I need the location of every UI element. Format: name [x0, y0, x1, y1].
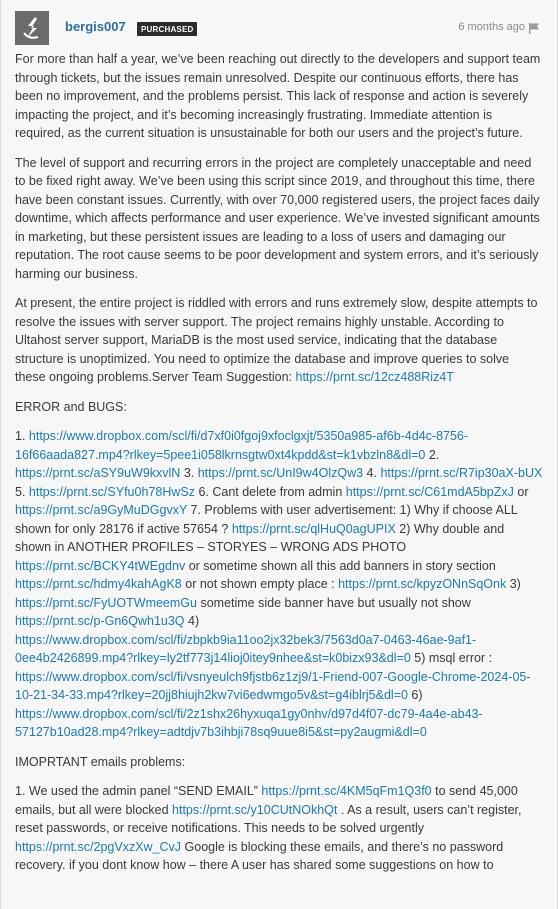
post-link[interactable]: https://prnt.sc/12cz488Riz4T	[295, 370, 454, 384]
post-link[interactable]: https://prnt.sc/qlHuQ0agUPIX	[231, 521, 396, 536]
flag-icon[interactable]	[528, 21, 540, 33]
post-text: The level of support and recurring errors in the project are completely unacceptable and need to be fixed right away. We’ve been using this script since 2019, and throughout this time, there have been constant issues. Currently, with over 70,000 registered users, the project faces daily downtime, which affects performance and user experience. We’ve invested significant amounts in marketing, but these persistent issues are leading to a loss of users and damaging our reputation. The root cause seems to be poor development and system errors, and it’s seriously harming our business.	[15, 155, 540, 281]
post-link[interactable]: https://prnt.sc/UnI9w4OlzQw3	[197, 466, 364, 480]
post-text: Google is blocking these emails, and there’s no password recovery. if you dont know how – there A user has shared some suggestions on how to	[15, 839, 504, 872]
post-paragraph	[15, 427, 543, 742]
post-text: 3.	[180, 466, 198, 480]
post-paragraph	[15, 753, 543, 772]
post-link[interactable]: https://prnt.sc/C61mdA5bpZxJ	[345, 484, 514, 499]
envato-logo-icon	[15, 11, 49, 45]
post-text: or sometime shown all this add banners in story section	[185, 558, 496, 573]
post-text: ERROR and BUGS:	[15, 399, 127, 414]
post-paragraph	[15, 782, 543, 875]
post-text: 6. Cant delete from admin	[194, 484, 346, 499]
post-link[interactable]: https://www.dropbox.com/scl/fi/vsnyeulch9fjstb6z1zj9/1-Friend-007-Google-Chrome-2024-05-10-21-34-33.mp4?rlkey=20jj8hiujh2kw7vi6edwmgo5v&st=g4iblrj5&dl=0	[15, 669, 531, 702]
purchased-badge: PURCHASED	[137, 22, 197, 36]
post-timestamp: 6 months ago	[458, 21, 525, 33]
post-link[interactable]: https://prnt.sc/4KM5qFm1Q3f0	[261, 784, 432, 798]
post-text: 2) Why double and shown in ANOTHER PROFILES – STORYES – WRONG ADS PHOTO	[15, 521, 505, 554]
post-link[interactable]: https://www.dropbox.com/scl/fi/zbpkb9ia11oo2jx32bek3/7563d0a7-0463-46ae-9af1-0ee4b2426899.mp4?rlkey=ly2tf773j14lioj0itey9nhee&st=k0bizx93&dl=0	[15, 632, 477, 665]
post-link[interactable]: https://prnt.sc/hdmy4kahAgK8	[15, 577, 182, 591]
post-text: IMOPRTANT emails problems:	[15, 754, 186, 769]
post-text: 5.	[15, 484, 29, 499]
post-text: 2.	[425, 447, 440, 462]
post-text: or not shown empty place :	[181, 577, 339, 591]
post-link[interactable]: https://prnt.sc/y10CUtNOkhQt	[172, 802, 338, 817]
avatar[interactable]	[15, 11, 49, 45]
post-link[interactable]: https://prnt.sc/kpyzONnSqOnk	[338, 577, 507, 591]
post-paragraph	[15, 398, 543, 417]
post-paragraph	[15, 50, 543, 143]
post-link[interactable]: https://prnt.sc/SYfu0h78HwSz	[28, 484, 195, 499]
post-text: 1. We used the admin panel “SEND EMAIL”	[15, 784, 262, 798]
post-link[interactable]: https://prnt.sc/2pgVxzXw_CvJ	[15, 839, 182, 854]
post-link[interactable]: https://prnt.sc/aSY9uW9kxvlN	[15, 466, 181, 480]
post-header	[1, 0, 557, 44]
post-paragraph	[15, 154, 543, 284]
post-link[interactable]: https://prnt.sc/p-Gn6Qwh1u3Q	[15, 614, 185, 628]
post-text: For more than half a year, we’ve been reaching out directly to the developers and support team through tickets, but the issues remain unresolved. Despite our continuous efforts, there has been no improvement, and the problems persist. This lack of response and action is severely impacting the project, and it’s becoming increasingly frustrating. Immediate attention is required, as the current situation is unsustainable for both our users and the project’s future.	[15, 52, 541, 140]
post-text: 7. Problems with user advertisement: 1) Why if choose ALL shown for only 28176 if active 57654 ?	[15, 503, 518, 536]
post-text: 1.	[15, 429, 29, 443]
author-username[interactable]: bergis007	[65, 19, 126, 34]
post-text: sometime side banner have but usually not show	[196, 595, 471, 610]
post-body	[15, 50, 543, 886]
post-text: 6)	[407, 688, 423, 702]
post-text: 4.	[363, 466, 381, 480]
post-text: At present, the entire project is riddled with errors and runs extremely slow, despite attempts to resolve the issues with server support. The project remains highly unstable. According to Ultahost server support, MariaDB is the most used service, indicating that the database structure is unoptimized. You need to optimize the database and improve queries to solve these ongoing problems.Server Team Suggestion:	[15, 296, 538, 384]
post-link[interactable]: https://prnt.sc/BCKY4tWEgdnv	[15, 558, 186, 573]
post-text: 3)	[506, 577, 521, 591]
post-text: 4)	[184, 614, 200, 628]
post-text: . As a result, users can’t register, reset passwords, or receive notifications. This needs to be solved urgently	[15, 802, 522, 835]
post-text: to send 45,000 emails, but all were blocked	[15, 784, 518, 817]
post-link[interactable]: https://prnt.sc/a9GyMuDGgvxY	[15, 503, 188, 517]
post-link[interactable]: https://prnt.sc/FyUOTWmeemGu	[15, 595, 197, 610]
post-link[interactable]: https://www.dropbox.com/scl/fi/2z1shx26hyxuqa1gy0nhv/d97d4f07-dc79-4a4e-ab43-57127b10ad28.mp4?rlkey=adtdjv7b3ihbji78sq9uue8i5&st=py2augmi&dl=0	[15, 706, 483, 739]
post-text: 5) msql error :	[410, 651, 493, 665]
post-text: or	[513, 484, 529, 499]
post-link[interactable]: https://prnt.sc/R7ip30aX-bUX	[380, 466, 543, 480]
post-link[interactable]: https://www.dropbox.com/scl/fi/d7xf0i0fgoj9xfoclgxjt/5350a985-af6b-4d4c-8756-16f66aada827.mp4?rlkey=5pee1i058lkrnsgtw0xt4kpdd&st=k1vbzln8&dl=0	[15, 429, 469, 462]
post-paragraph	[15, 294, 543, 387]
